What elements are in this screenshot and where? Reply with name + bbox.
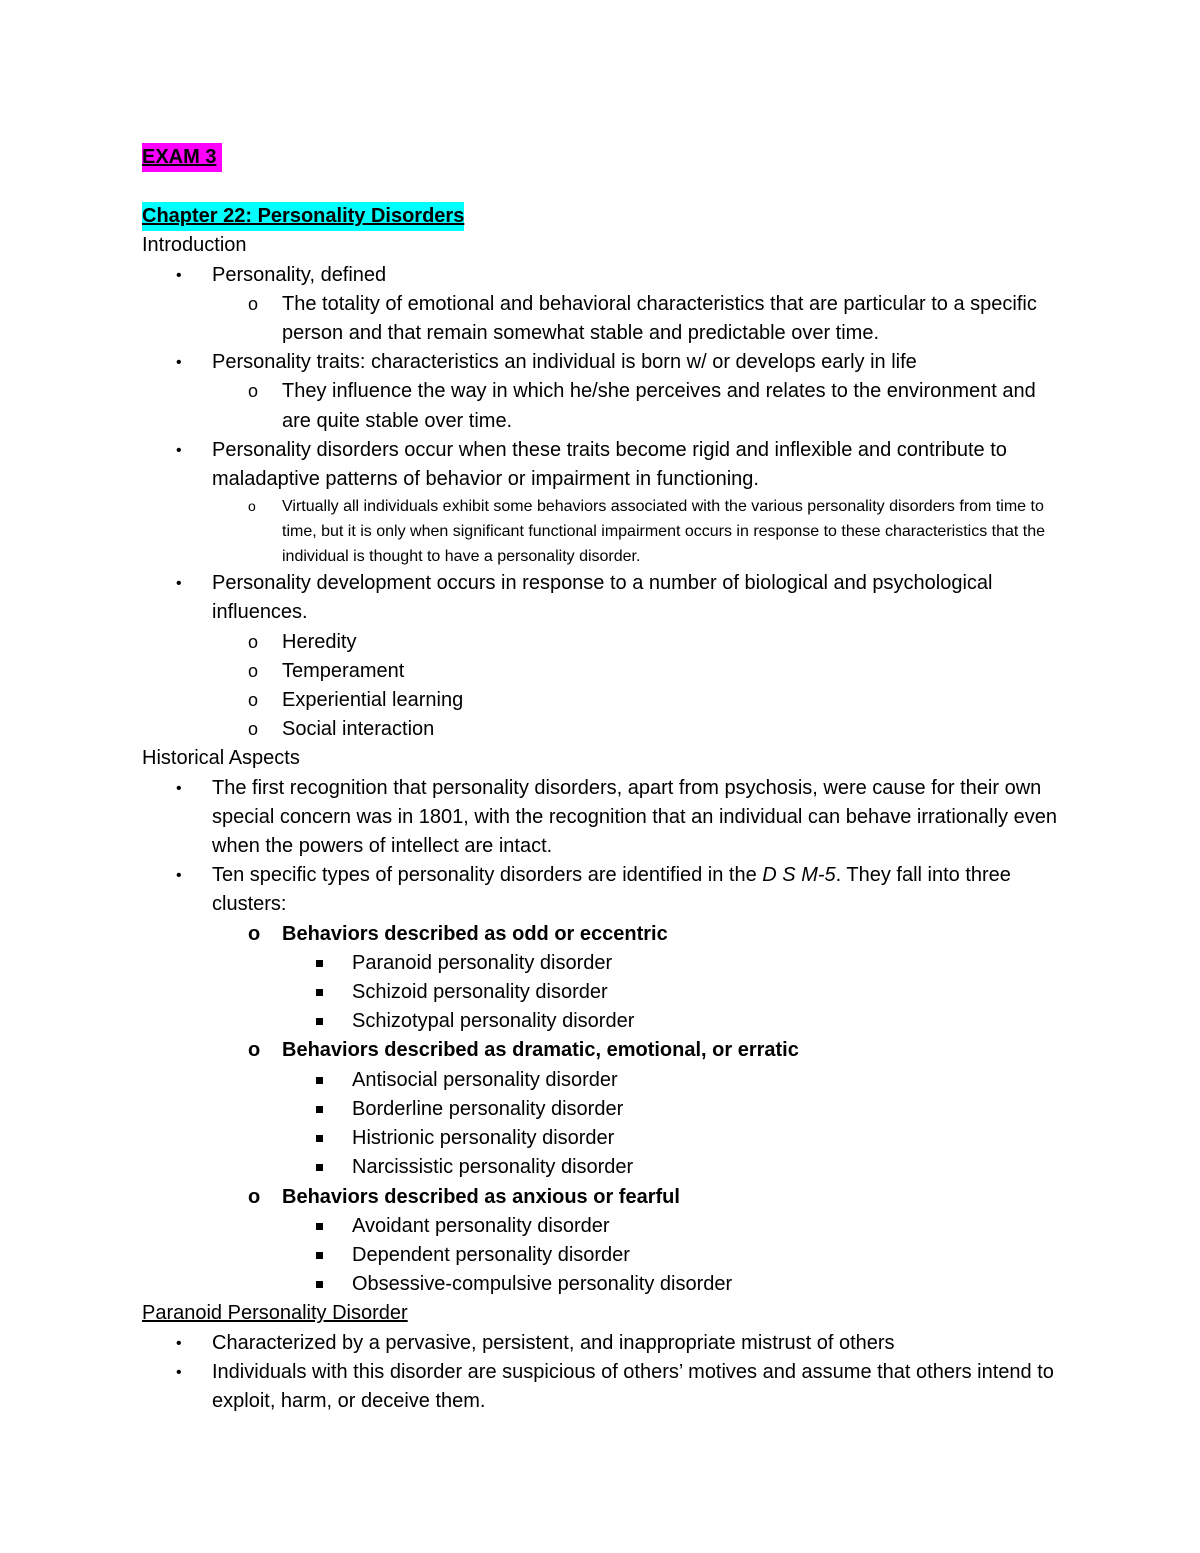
list-item-text: Characterized by a pervasive, persistent, and inappropriate mistrust of others xyxy=(212,1331,895,1354)
list-item xyxy=(282,1241,1070,1270)
square-bullet-icon xyxy=(316,1223,323,1230)
open-circle-bullet-icon: o xyxy=(248,381,259,402)
list-item xyxy=(212,715,1070,744)
historical-heading: Historical Aspects xyxy=(142,747,300,770)
intro-list xyxy=(142,261,1070,745)
list-item xyxy=(142,774,1070,862)
list-item xyxy=(282,1212,1070,1241)
list-item xyxy=(212,657,1070,686)
list-item-text: Personality, defined xyxy=(212,263,387,286)
list-item xyxy=(212,628,1070,657)
list-item xyxy=(282,949,1070,978)
open-circle-bullet-icon: o xyxy=(248,1185,261,1208)
list-item-text: Virtually all individuals exhibit some behaviors associated with the various personality disorders from time to time, but it is only when significant functional impairment occurs in response to these characteristics that the individual is thought to have a personality disorder. xyxy=(282,498,1046,566)
open-circle-bullet-icon: o xyxy=(248,922,261,945)
exam-title: EXAM 3 xyxy=(142,143,222,172)
list-item xyxy=(282,1095,1070,1124)
list-item-text: Antisocial personality disorder xyxy=(352,1068,618,1091)
list-item xyxy=(142,261,1070,349)
list-item-text: Schizotypal personality disorder xyxy=(352,1010,635,1033)
open-circle-bullet-icon: o xyxy=(248,1039,261,1062)
intro-heading: Introduction xyxy=(142,234,247,257)
list-item-text: Borderline personality disorder xyxy=(352,1097,624,1120)
list-item xyxy=(282,1007,1070,1036)
list-item-text: Dependent personality disorder xyxy=(352,1243,630,1266)
square-bullet-icon xyxy=(316,1281,323,1288)
list-item-text: They influence the way in which he/she perceives and relates to the environment and are quite stable over time. xyxy=(282,380,1036,432)
square-bullet-icon xyxy=(316,1164,323,1171)
open-circle-bullet-icon: o xyxy=(248,660,259,681)
list-item-text: Social interaction xyxy=(282,718,435,741)
list-item-text: Narcissistic personality disorder xyxy=(352,1156,634,1179)
cluster-item xyxy=(212,920,1070,1037)
list-item xyxy=(142,1329,1070,1358)
list-item-text: Personality traits: characteristics an individual is born w/ or develops early in life xyxy=(212,351,917,374)
square-bullet-icon xyxy=(316,1135,323,1142)
paranoid-heading: Paranoid Personality Disorder xyxy=(142,1302,408,1325)
list-item-text: Histrionic personality disorder xyxy=(352,1127,615,1150)
list-item xyxy=(282,1270,1070,1299)
paranoid-heading-line xyxy=(142,1299,1070,1328)
list-item-text: Avoidant personality disorder xyxy=(352,1214,610,1237)
square-bullet-icon xyxy=(316,989,323,996)
list-item-text: The first recognition that personality disorders, apart from psychosis, were cause for their own special concern was in 1801, with the recognition that an individual can behave irrationally even when the powers of intellect are intact. xyxy=(212,776,1057,858)
square-bullet-icon xyxy=(316,1018,323,1025)
square-bullet-icon xyxy=(316,1252,323,1259)
list-item xyxy=(142,861,1070,1299)
historical-list xyxy=(142,774,1070,1300)
list-item xyxy=(212,290,1070,348)
list-item xyxy=(282,1153,1070,1182)
cluster-label: Behaviors described as dramatic, emotional, or erratic xyxy=(282,1039,799,1062)
list-item xyxy=(142,348,1070,436)
chapter-title-line xyxy=(142,172,1070,231)
list-item xyxy=(142,569,1070,744)
list-item xyxy=(212,377,1070,435)
list-item xyxy=(282,1066,1070,1095)
open-circle-bullet-icon: o xyxy=(248,293,259,314)
square-bullet-icon xyxy=(316,960,323,967)
cluster-item xyxy=(212,1036,1070,1182)
square-bullet-icon xyxy=(316,1077,323,1084)
list-item-text: Schizoid personality disorder xyxy=(352,981,608,1004)
exam-title-line xyxy=(142,143,1070,172)
cluster-item xyxy=(212,1183,1070,1300)
list-item-text: Experiential learning xyxy=(282,689,464,712)
cluster-label: Behaviors described as odd or eccentric xyxy=(282,922,668,945)
square-bullet-icon xyxy=(316,1106,323,1113)
list-item-text: Heredity xyxy=(282,630,357,653)
list-item xyxy=(212,494,1070,569)
list-item-text: Personality disorders occur when these traits become rigid and inflexible and contribute to maladaptive patterns of behavior or impairment in functioning. xyxy=(212,438,1007,491)
list-item-text: Individuals with this disorder are suspicious of others’ motives and assume that others intend to exploit, harm, or deceive them. xyxy=(212,1360,1054,1412)
open-circle-bullet-icon: o xyxy=(248,631,259,652)
open-circle-bullet-icon: o xyxy=(248,690,259,711)
list-item xyxy=(282,978,1070,1007)
list-item-text: Paranoid personality disorder xyxy=(352,951,613,974)
list-item xyxy=(142,1358,1070,1416)
list-item xyxy=(142,436,1070,569)
list-item-text: The totality of emotional and behavioral characteristics that are particular to a specific person and that remain somewhat stable and predictable over time. xyxy=(282,292,1037,345)
chapter-title: Chapter 22: Personality Disorders xyxy=(142,202,464,231)
open-circle-bullet-icon: o xyxy=(248,719,259,740)
list-item-text: Personality development occurs in response to a number of biological and psychological influences. xyxy=(212,572,993,624)
list-item-text: Temperament xyxy=(282,659,405,682)
cluster-label: Behaviors described as anxious or fearful xyxy=(282,1185,680,1208)
list-item xyxy=(212,686,1070,715)
list-item xyxy=(282,1124,1070,1153)
list-item-text: Obsessive-compulsive personality disorder xyxy=(352,1273,733,1296)
open-circle-bullet-icon: o xyxy=(248,498,256,515)
list-item-text: . They fall into three clusters: xyxy=(212,864,1011,916)
list-item-text: Ten specific types of personality disorders are identified in the xyxy=(212,864,763,887)
paranoid-list xyxy=(142,1329,1070,1417)
dsm-reference: D S M-5 xyxy=(762,864,836,887)
